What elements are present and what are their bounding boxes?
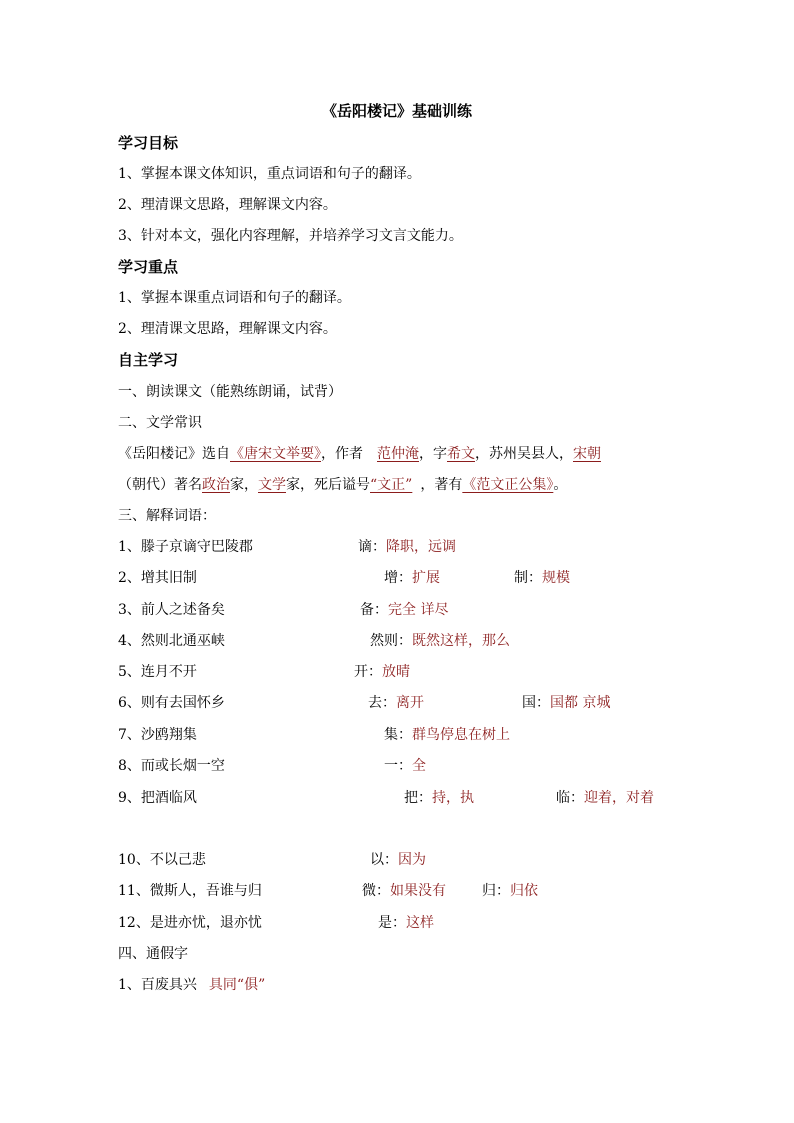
lit-answer-book: 《唐宋文举要》 xyxy=(230,446,321,462)
vocab-gloss-2: 临：迎着，对着 xyxy=(556,790,654,806)
lit-text: 家， xyxy=(230,477,258,493)
lit-answer-posthumous: “文正” xyxy=(370,477,413,493)
focus-heading: 学习重点 xyxy=(118,258,179,276)
vocab-phrase: 8、而或长烟一空 xyxy=(118,758,225,774)
tongjia-phrase: 1、百废具兴 xyxy=(118,977,197,993)
vocab-gloss: 集：群鸟停息在树上 xyxy=(384,727,510,743)
lit-text: 家，死后谥号 xyxy=(286,477,370,493)
vocab-gloss-2: 国：国都 京城 xyxy=(522,695,611,711)
section-heading: 一、朗读课文（能熟练朗诵，试背） xyxy=(118,384,342,400)
goal-item: 1、掌握本课文体知识，重点词语和句子的翻译。 xyxy=(118,166,421,182)
tongjia-item xyxy=(118,975,265,995)
lit-text: ，苏州吴县人， xyxy=(475,446,573,462)
vocab-phrase: 10、不以己悲 xyxy=(118,852,206,868)
vocab-gloss: 增：扩展 xyxy=(384,570,440,586)
vocab-phrase: 3、前人之述备矣 xyxy=(118,602,225,618)
lit-text: ，作者 xyxy=(321,446,363,462)
vocab-gloss: 然则：既然这样，那么 xyxy=(370,633,510,649)
vocab-phrase: 11、微斯人，吾谁与归 xyxy=(118,883,262,899)
self-study-heading: 自主学习 xyxy=(118,351,179,369)
vocab-gloss: 是：这样 xyxy=(378,915,434,931)
lit-text: 《岳阳楼记》选自 xyxy=(118,446,230,462)
lit-answer-author: 范仲淹 xyxy=(377,446,419,462)
vocab-phrase: 12、是进亦忧，退亦忧 xyxy=(118,915,262,931)
vocab-gloss-2: 归：归依 xyxy=(482,883,538,899)
goal-item: 2、理清课文思路，理解课文内容。 xyxy=(118,197,337,213)
vocab-gloss: 以：因为 xyxy=(370,852,426,868)
vocab-gloss: 微：如果没有 xyxy=(362,883,446,899)
vocab-phrase: 5、连月不开 xyxy=(118,664,197,680)
focus-item: 2、理清课文思路，理解课文内容。 xyxy=(118,321,337,337)
lit-text: 。 xyxy=(553,477,568,493)
section-heading: 二、文学常识 xyxy=(118,415,202,431)
vocab-gloss: 谪：降职，远调 xyxy=(358,539,456,555)
vocab-phrase: 1、滕子京谪守巴陵郡 xyxy=(118,539,253,555)
lit-text: （朝代）著名 xyxy=(118,477,202,493)
vocab-phrase: 9、把酒临风 xyxy=(118,790,197,806)
page-title: 《岳阳楼记》基础训练 xyxy=(321,102,472,120)
focus-item: 1、掌握本课重点词语和句子的翻译。 xyxy=(118,290,351,306)
lit-answer-role1: 政治 xyxy=(202,477,230,493)
vocab-phrase: 7、沙鸥翔集 xyxy=(118,727,197,743)
lit-answer-works: 《范文正公集》 xyxy=(462,477,554,493)
vocab-gloss: 备：完全 详尽 xyxy=(360,602,449,618)
vocab-phrase: 2、增其旧制 xyxy=(118,570,197,586)
vocab-gloss-2: 制：规模 xyxy=(514,570,570,586)
vocab-gloss: 把：持，执 xyxy=(404,790,474,806)
literature-line-1 xyxy=(118,444,601,464)
vocab-phrase: 4、然则北通巫峡 xyxy=(118,633,225,649)
section-heading: 三、解释词语： xyxy=(118,508,216,524)
vocab-gloss: 一：全 xyxy=(384,758,426,774)
lit-answer-role2: 文学 xyxy=(258,477,286,493)
section-heading: 四、通假字 xyxy=(118,946,188,962)
tongjia-note: 具同“俱” xyxy=(208,977,266,993)
literature-line-2 xyxy=(118,475,567,495)
goal-item: 3、针对本文，强化内容理解，并培养学习文言文能力。 xyxy=(118,228,463,244)
lit-answer-zi: 希文 xyxy=(447,446,475,462)
goals-heading: 学习目标 xyxy=(118,134,179,152)
lit-text: ，著有 xyxy=(420,477,463,493)
lit-text: ，字 xyxy=(419,446,447,462)
vocab-gloss: 开：放晴 xyxy=(354,664,410,680)
vocab-phrase: 6、则有去国怀乡 xyxy=(118,695,225,711)
lit-answer-dynasty: 宋朝 xyxy=(573,446,601,462)
vocab-gloss: 去：离开 xyxy=(368,695,424,711)
